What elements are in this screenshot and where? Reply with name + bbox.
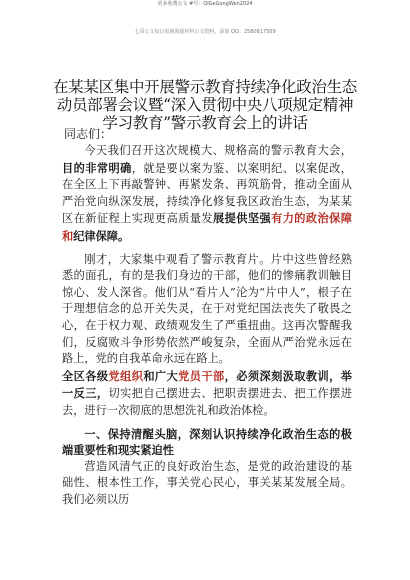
paragraph-film: 刚才，大家集中观看了警示教育片。片中这些曾经熟悉的面孔，有的是我们身边的干部，他们的惨痛教训触目惊心、发人深省。他们从“看片人”沦为“片中人”，根子在于理想信念的总开关失灵，在于对党纪国法丧失了敬畏之心，在于权力观、政绩观发生了严重扭曲。这再次警醒我们，反腐败斗争形势依然严峻复杂，全面从严治党永远在路上，党的自我革命永远在路上。 [62,252,352,366]
p1-emphasis-d: 展提供坚强 [213,211,272,226]
top-note: 更多免费公文 #号：QiGeGongWen2024 [157,1,253,7]
paragraph-lessons [62,368,352,420]
p1-emphasis-guarantee: 有力的政治保障和 [62,211,352,243]
p3-lesson: ，必须深刻汲取教训 [224,368,330,383]
salutation: 同志们： [64,127,113,141]
paragraph-opening [62,143,352,246]
p3-cadres: 党员干部 [178,368,225,383]
p1-emphasis-discipline: 纪律保障。 [73,228,130,243]
p3-infer: ，举一反三， [62,368,352,401]
document-title: 在某某区集中开展警示教育持续净化政治生态动员部署会议暨“深入贯彻中央八项规定精神学习教育”警示教育会上的讲话 [52,78,357,132]
p3-text-c: 和广大 [143,368,179,383]
p1-text-a: 今天我们召开这次规模大、规格高的警示教育大会， [84,144,352,157]
p1-text-c: ，就是要以案为鉴、以案明纪、以案促改，在全区上下再敲警钟、再紧发条、再筑筋骨，推动全面从严治党向纵深发展，持续净化修复我区政治生态，为某某区在新征程上实现更高质量发 [62,161,352,226]
p3-text-g: 切实把自己摆进去、把职责摆进去、把工作摆进去，进行一次彻底的思想洗礼和政治体检。 [62,387,352,417]
paragraph-ecology: 营造风清气正的良好政治生态，是党的政治建设的基础性、根本性工作，事关党心民心，事关某某发展全局。我们必须以历 [62,459,352,506]
section-heading-1: 一、保持清醒头脑，深刻认识持续净化政治生态的极端重要性和现实紧迫性 [62,426,352,458]
p3-party-org: 党组织 [108,368,144,383]
p3-text-a: 全区各级 [62,368,109,383]
source-note: 七哥公文每日更新海量材料公文资料，添加 QQ：2580817509 [134,29,276,35]
p1-emphasis-purpose: 目的非常明确 [62,160,132,175]
document-body [62,143,352,508]
